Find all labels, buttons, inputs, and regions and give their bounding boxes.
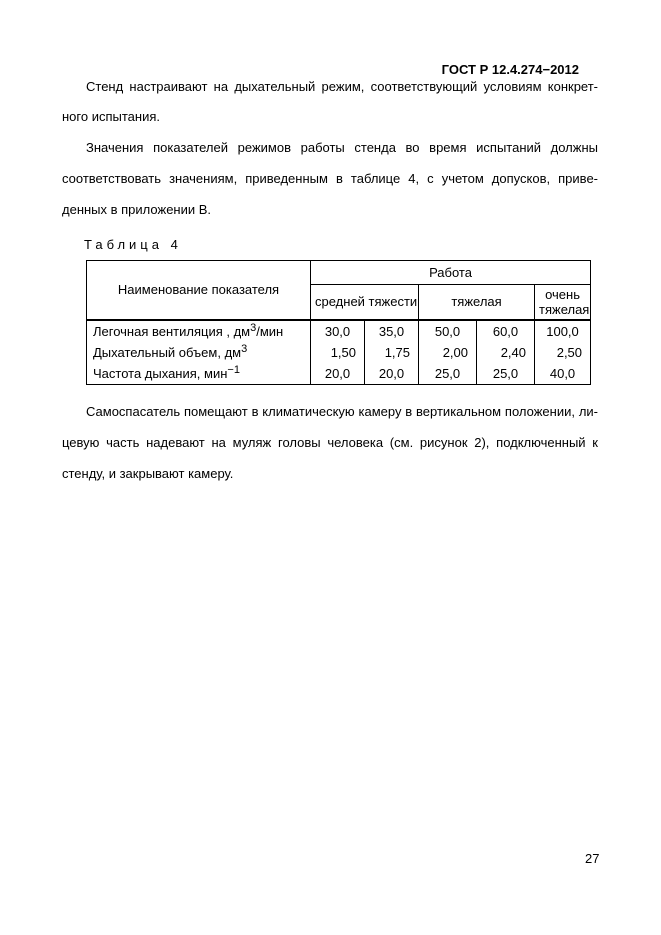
table-cell: 1,75 [365,342,419,363]
paragraph-line: денных в приложении В. [62,202,212,217]
table-cell: 30,0 [311,320,365,342]
paragraph-line: ного испытания. [62,109,160,124]
table-cell: 40,0 [535,363,591,385]
row-label: Легочная вентиляция , $дм^3$/мин [87,320,311,342]
header-heavy: тяжелая [419,285,535,321]
header-work: Работа [311,261,591,285]
table-cell: 20,0 [311,363,365,385]
header-parameter: Наименование показателя [87,261,311,321]
table-cell: 2,40 [477,342,535,363]
table-row [87,342,591,363]
row-label: Частота дыхания, мин$^{-1}$ [87,363,311,385]
paragraph-line: Значения показателей режимов работы стенда во время испытаний должны [86,140,598,155]
header-medium: средней тяжести [311,285,419,321]
table-cell: 1,50 [311,342,365,363]
table-cell: 50,0 [419,320,477,342]
table-cell: 100,0 [535,320,591,342]
table-cell: 2,50 [535,342,591,363]
paragraph-line: Стенд настраивают на дыхательный режим, соответствующий условиям конкрет- [86,79,598,94]
row-label: Дыхательный объем, $дм^3$ [87,342,311,363]
header-very-line2: тяжелая [539,302,590,317]
table-cell: 25,0 [477,363,535,385]
header-very-heavy [535,285,591,321]
table-caption: Таблица 4 [84,237,182,252]
page-number: 27 [585,851,600,866]
paragraph-line: цевую часть надевают на муляж головы человека (см. рисунок 2), подключенный к [62,435,598,450]
table-row [87,363,591,385]
table-cell: 35,0 [365,320,419,342]
table-cell: 25,0 [419,363,477,385]
header-very-line1: очень [545,287,580,302]
paragraph-line: соответствовать значениям, приведенным в таблице 4, с учетом допусков, приве- [62,171,598,186]
document-code: ГОСТ Р 12.4.274−2012 [441,62,579,77]
table-cell: 2,00 [419,342,477,363]
table-cell: 60,0 [477,320,535,342]
indicators-table [86,260,591,385]
paragraph-line: стенду, и закрывают камеру. [62,466,234,481]
table-row [87,320,591,342]
paragraph-line: Самоспасатель помещают в климатическую камеру в вертикальном положении, ли- [86,404,598,419]
table-cell: 20,0 [365,363,419,385]
